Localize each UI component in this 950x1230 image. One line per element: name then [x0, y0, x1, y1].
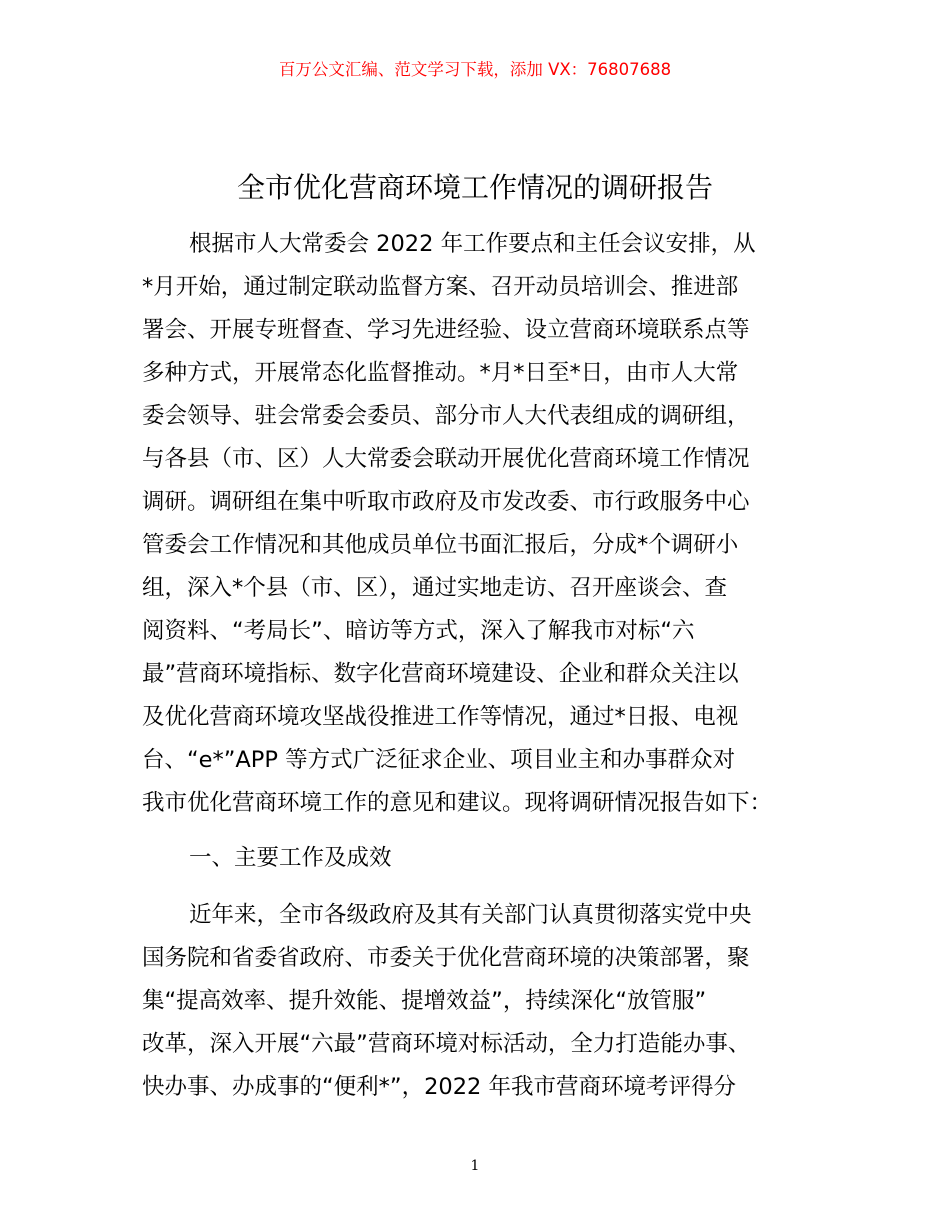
body-line: 集“提高效率、提升效能、提增效益”，持续深化“放管服”	[142, 988, 707, 1014]
body-line: 委会领导、驻会常委会委员、部分市人大代表组成的调研组，	[142, 403, 750, 429]
body-line: 组，深入*个县（市、区），通过实地走访、召开座谈会、查	[142, 575, 728, 601]
header-promo-note: 百万公文汇编、范文学习下载，添加 VX：76807688	[278, 60, 672, 79]
body-line: 台、“e*”APP 等方式广泛征求企业、项目业主和办事群众对	[142, 747, 736, 773]
body-line: 管委会工作情况和其他成员单位书面汇报后，分成*个调研小	[142, 532, 739, 558]
body-line: 我市优化营商环境工作的意见和建议。现将调研情况报告如下：	[142, 790, 773, 816]
body-line: 阅资料、“考局长”、暗访等方式，深入了解我市对标“六	[142, 618, 695, 644]
body-line: 国务院和省委省政府、市委关于优化营商环境的决策部署，聚	[142, 945, 750, 971]
body-line: 根据市人大常委会 2022 年工作要点和主任会议安排，从	[189, 231, 756, 257]
section-heading: 一、主要工作及成效	[189, 845, 392, 871]
body-line: 近年来，全市各级政府及其有关部门认真贯彻落实党中央	[189, 902, 752, 928]
body-line: 多种方式，开展常态化监督推动。*月*日至*日，由市人大常	[142, 360, 739, 386]
body-line: 及优化营商环境攻坚战役推进工作等情况，通过*日报、电视	[142, 704, 739, 730]
body-line: *月开始，通过制定联动监督方案、召开动员培训会、推进部	[142, 274, 739, 300]
body-line: 快办事、办成事的“便利*”，2022 年我市营商环境考评得分	[142, 1074, 736, 1100]
body-line: 署会、开展专班督查、学习先进经验、设立营商环境联系点等	[142, 317, 750, 343]
body-line: 调研。调研组在集中听取市政府及市发改委、市行政服务中心	[142, 489, 750, 515]
page-number: 1	[470, 1158, 480, 1174]
body-line: 改革，深入开展“六最”营商环境对标活动，全力打造能办事、	[142, 1031, 751, 1057]
document-title: 全市优化营商环境工作情况的调研报告	[236, 171, 713, 204]
body-line: 最”营商环境指标、数字化营商环境建设、企业和群众关注以	[142, 661, 739, 687]
body-line: 与各县（市、区）人大常委会联动开展优化营商环境工作情况	[142, 446, 750, 472]
